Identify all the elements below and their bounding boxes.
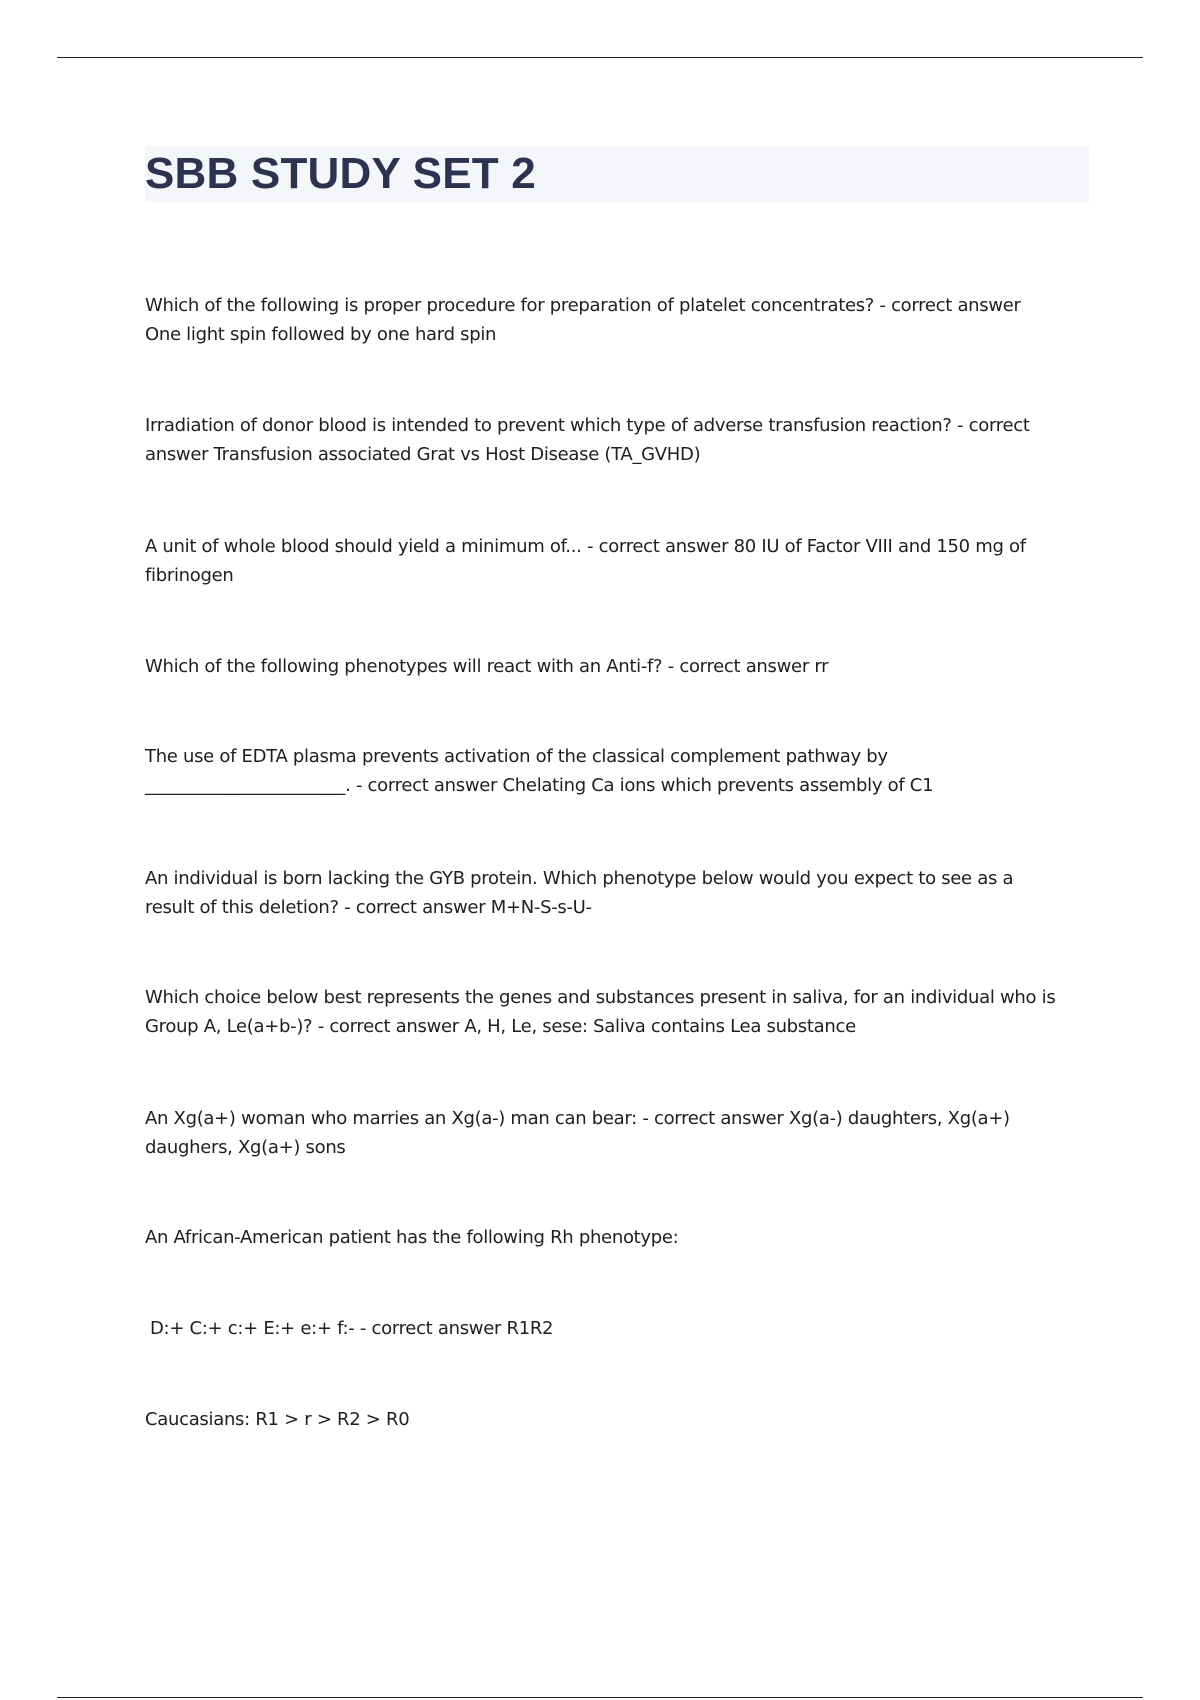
qa-item-9: [145, 1223, 1095, 1252]
qa-line: An African-American patient has the following Rh phenotype:: [145, 1227, 679, 1248]
document-title: SBB STUDY SET 2: [145, 149, 536, 198]
bottom-rule: [57, 1697, 1143, 1698]
qa-line: Which choice below best represents the genes and substances present in saliva, for an individual who is: [145, 987, 1056, 1008]
qa-line: Caucasians: R1 > r > R2 > R0: [145, 1409, 410, 1430]
qa-line: _______________________. - correct answer Chelating Ca ions which prevents assembly of C1: [145, 775, 934, 796]
qa-line: D:+ C:+ c:+ E:+ e:+ f:- - correct answer R1R2: [150, 1318, 554, 1339]
qa-item-2: [145, 411, 1095, 469]
qa-line: fibrinogen: [145, 565, 234, 586]
qa-line: A unit of whole blood should yield a minimum of... - correct answer 80 IU of Factor VIII and 150 mg of: [145, 536, 1026, 557]
qa-item-4: [145, 652, 1095, 681]
qa-line: One light spin followed by one hard spin: [145, 324, 497, 345]
qa-line: An Xg(a+) woman who marries an Xg(a-) man can bear: - correct answer Xg(a-) daughters, Xg(a+): [145, 1108, 1010, 1129]
qa-line: daughers, Xg(a+) sons: [145, 1137, 346, 1158]
qa-line: An individual is born lacking the GYB protein. Which phenotype below would you expect to see as a: [145, 868, 1014, 889]
qa-item-11: [145, 1405, 1095, 1434]
top-rule: [57, 57, 1143, 58]
qa-line: result of this deletion? - correct answer M+N-S-s-U-: [145, 897, 592, 918]
qa-item-3: [145, 532, 1095, 590]
qa-item-7: [145, 983, 1095, 1041]
qa-line: Group A, Le(a+b-)? - correct answer A, H, Le, sese: Saliva contains Lea substance: [145, 1016, 856, 1037]
qa-line: Which of the following phenotypes will react with an Anti-f? - correct answer rr: [145, 656, 829, 677]
qa-line: Irradiation of donor blood is intended to prevent which type of adverse transfusion reaction? - correct: [145, 415, 1030, 436]
qa-item-10: [145, 1314, 1095, 1343]
qa-item-5: [145, 742, 1095, 800]
qa-item-8: [145, 1104, 1095, 1162]
qa-item-1: [145, 291, 1095, 349]
qa-line: The use of EDTA plasma prevents activation of the classical complement pathway by: [145, 746, 888, 767]
qa-item-6: [145, 864, 1095, 922]
qa-line: Which of the following is proper procedure for preparation of platelet concentrates? - correct answer: [145, 295, 1021, 316]
qa-line: answer Transfusion associated Grat vs Host Disease (TA_GVHD): [145, 444, 701, 465]
